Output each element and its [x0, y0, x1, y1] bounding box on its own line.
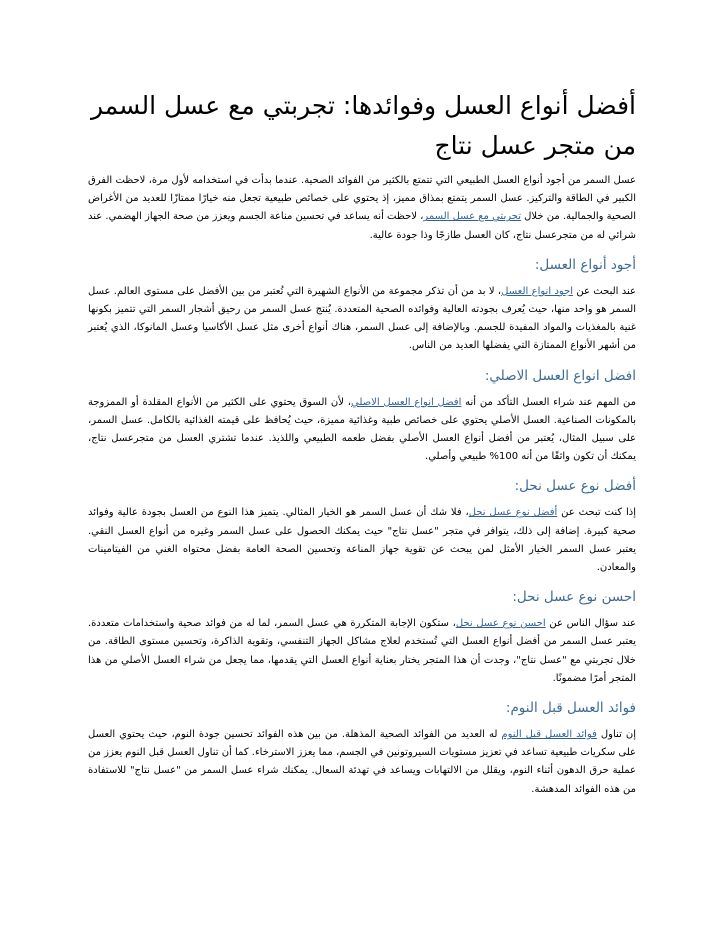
section-heading-best-bee-honey: أفضل نوع عسل نحل: — [514, 478, 636, 495]
link-honey-before-sleep[interactable]: فوائد العسل قبل النوم — [501, 729, 597, 741]
intro-paragraph — [88, 172, 636, 245]
paragraph-text: له العديد من الفوائد الصحية المذهلة. من بين هذه الفوائد تحسين جودة النوم، حيث يحتوي العسل على سكريات طبيعية تساعد في تعزيز مستويات السيروتونين في الجسم، مما يعزز الاسترخاء. كما أن تناول العسل قبل النوم يعزز من عملية حرق الدهون أثناء النوم، ويقلل من الالتهابات ويساعد في تهدئة السعال. يمكنك شراء عسل السمر من "عسل نتاج" للاستفادة من هذه الفوائد المدهشة. — [88, 729, 636, 795]
section-heading-best-types: أجود أنواع العسل: — [534, 256, 636, 273]
link-best-types[interactable]: اجود انواع العسل — [501, 285, 574, 297]
paragraph-text: ، لاحظت أنه يساعد في تحسين مناعة الجسم ويعزز من صحة الجهاز الهضمي. عند شرائي له من متجرعسل نتاج، كان العسل طازجًا وذا جودة عالية. — [88, 211, 636, 241]
paragraph-text: إن تناول — [596, 729, 636, 741]
page-title: أفضل أنواع العسل وفوائدها: تجربتي مع عسل السمر من متجر عسل نتاج — [90, 91, 636, 160]
paragraph-text: عند البحث عن — [573, 285, 637, 297]
section-heading-finest-bee-honey: احسن نوع عسل نحل: — [512, 589, 636, 606]
section-paragraph-finest-bee-honey — [88, 615, 636, 688]
section-heading-honey-before-sleep: فوائد العسل قبل النوم: — [505, 700, 636, 717]
paragraph-text: إذا كنت تبحث عن — [557, 507, 636, 519]
link-original-honey[interactable]: افضل انواع العسل الاصلي — [350, 396, 462, 408]
paragraph-text: من المهم عند شراء العسل التأكد من أنه — [461, 396, 636, 408]
paragraph-text: عند سؤال الناس عن — [545, 618, 636, 630]
document-page — [88, 86, 636, 799]
paragraph-text: ، ستكون الإجابة المتكررة هي عسل السمر، لما له من فوائد صحية واستخدامات متعددة. يعتبر عسل السمر من أفضل أنواع العسل التي تُستخدم لعلاج مشاكل الجهاز التنفسي، وتقوية الذاكرة، وتحسين مستوى الطاقة. من خلال تجربتي مع "عسل نتاج"، وجدت أن هذا المتجر يختار بعناية أنواع العسل التي يقدمها، مما يجعل من شراء العسل الأصلي من هذا المتجر أمرًا مضمونًا. — [88, 618, 636, 684]
section-paragraph-honey-before-sleep — [88, 726, 636, 799]
section-paragraph-best-bee-honey — [88, 504, 636, 577]
paragraph-text: عسل السمر من أجود أنواع العسل الطبيعي التي تتمتع بالكثير من الفوائد الصحية. عندما بدأت في استخدامه لأول مرة، لاحظت الفرق الكبير في الطاقة والتركيز. عسل السمر يتمتع بمذاق مميز، إذ يحتوي على خصائص طبيعية تجعل منه خيارًا ممتازًا للعديد من الأغراض الصحية والجمالية. من خلال — [88, 175, 636, 223]
link-best-bee-honey[interactable]: أفضل نوع عسل نحل — [468, 507, 558, 519]
paragraph-text: ، لا بد من أن تذكر مجموعة من الأنواع الشهيرة التي تُعتبر من بين الأفضل على مستوى العالم. عسل السمر هو واحد منها، حيث يُعرف بجودته العالية وفوائده الصحية المتعددة. يُنتج عسل السمر من رحيق أشجار السمر التي تتميز بكونها غنية بالمغذيات والمواد المفيدة للجسم. وبالإضافة إلى عسل السمر، هناك أنواع أخرى مثل عسل الأكاسيا وعسل المانوكا، الذي يُعتبر من أشهر الأنواع الممتازة التي يفضلها العديد من الناس. — [88, 285, 636, 352]
section-heading-original-honey: افضل انواع العسل الاصلي: — [484, 367, 636, 384]
paragraph-text: ، لأن السوق يحتوي على الكثير من الأنواع المقلدة أو الممزوجة بالمكونات الصناعية. العسل الأصلي يحتوي على خصائص طبية وغذائية مميزة، حيث يُحافظ على قيمته الغذائية بالكامل. عسل السمر، على سبيل المثال، يُعتبر من أفضل أنواع العسل الأصلي بفضل طعمه الطبيعي واللذيذ. عندما تشتري العسل من متجرعسل نتاج، يمكنك أن تكون واثقًا من أنه 100% طبيعي وأصلي. — [88, 396, 636, 463]
section-paragraph-best-types — [88, 283, 636, 356]
link-finest-bee-honey[interactable]: احسن نوع عسل نحل — [455, 618, 546, 630]
link-samar-experience[interactable]: تجربتي مع عسل السمر — [423, 211, 521, 223]
section-paragraph-original-honey — [88, 394, 636, 467]
paragraph-text: ، فلا شك أن عسل السمر هو الخيار المثالي. يتميز هذا النوع من العسل بجودة عالية وفوائد صحية كبيرة. إضافة إلى ذلك، يتوافر في متجر "عسل نتاج" حيث يمكنك الحصول على عسل السمر وغيره من أنواع العسل النقي. يعتبر عسل السمر الخيار الأمثل لمن يبحث عن تقوية جهاز المناعة وتحسين الصحة العامة بفضل محتواه الغني من الفيتامينات والمعادن. — [88, 507, 636, 574]
